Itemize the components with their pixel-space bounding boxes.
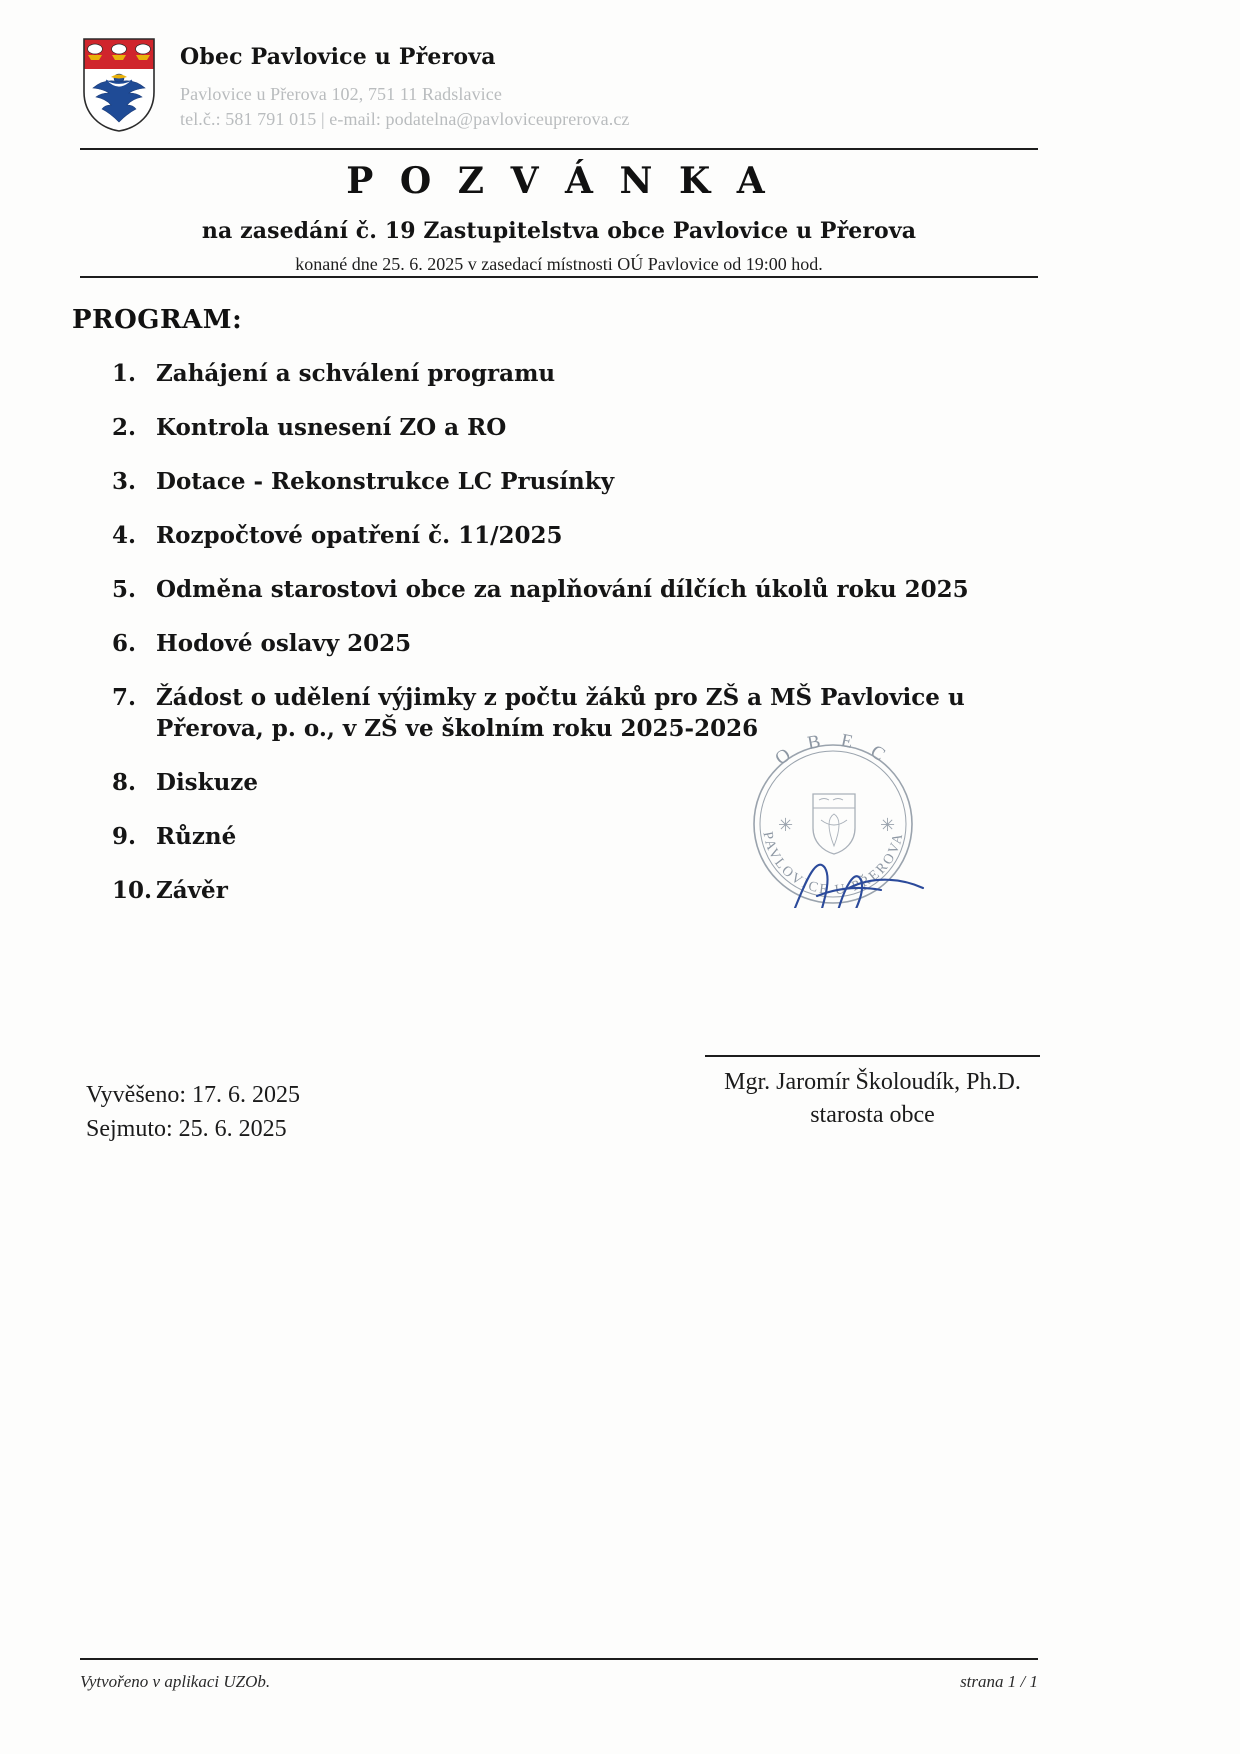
program-item-number: 10. [112, 877, 153, 904]
svg-text:PAVLOVICE U PŘEROVA: PAVLOVICE U PŘEROVA [759, 830, 907, 899]
posted-date: 17. 6. 2025 [191, 1082, 300, 1108]
program-item [112, 358, 972, 389]
program-item [112, 412, 972, 443]
signature-line [705, 1055, 1040, 1057]
header-divider-bottom [80, 276, 1038, 278]
signatory-role: starosta obce [810, 1102, 935, 1128]
program-item-text: Zahájení a schválení programu [156, 360, 556, 387]
program-item [112, 466, 972, 497]
meeting-subtitle: na zasedání č. 19 Zastupitelstva obce Pavlovice u Přerova [201, 218, 917, 244]
program-item [112, 520, 972, 551]
program-item-number: 6. [112, 630, 137, 657]
program-item-number: 7. [112, 684, 137, 711]
official-round-seal-icon [733, 728, 933, 908]
svg-text:✳: ✳ [880, 815, 896, 835]
posted-label: Vyvěšeno: [86, 1082, 186, 1108]
meeting-datetime: konané dne 25. 6. 2025 v zasedací místnosti OÚ Pavlovice od 19:00 hod. [295, 254, 823, 274]
program-item-text: Kontrola usnesení ZO a RO [156, 414, 507, 441]
removed-date: 25. 6. 2025 [178, 1116, 287, 1142]
header-divider-top [80, 148, 1038, 150]
removed-label: Sejmuto: [86, 1116, 173, 1142]
footer-divider [80, 1658, 1038, 1660]
organization-name: Obec Pavlovice u Přerova [180, 44, 496, 70]
program-item [112, 574, 972, 605]
municipal-coat-of-arms-icon [80, 36, 158, 134]
organization-contact: tel.č.: 581 791 015 | e-mail: podatelna@pavloviceuprerova.cz [180, 109, 630, 129]
program-item-text: Závěr [156, 877, 228, 904]
program-item-text: Žádost o udělení výjimky z počtu žáků pro ZŠ a MŠ Pavlovice u Přerova, p. o., v ZŠ ve školním roku 2025-2026 [156, 684, 965, 742]
page-title: P O Z V Á N K A [346, 160, 772, 202]
program-item-number: 2. [112, 414, 137, 441]
program-item-text: Dotace - Rekonstrukce LC Prusínky [156, 468, 615, 495]
organization-block [180, 34, 630, 132]
program-item-number: 4. [112, 522, 137, 549]
program-item-text: Hodové oslavy 2025 [156, 630, 412, 657]
program-item-number: 3. [112, 468, 137, 495]
program-item [112, 628, 972, 659]
signatory-name: Mgr. Jaromír Školoudík, Ph.D. [724, 1069, 1021, 1095]
program-item-text: Odměna starostovi obce za naplňování dílčích úkolů roku 2025 [156, 576, 969, 603]
posted-line [86, 1078, 300, 1112]
footer-app-note: Vytvořeno v aplikaci UZOb. [80, 1672, 271, 1691]
organization-address: Pavlovice u Přerova 102, 751 11 Radslavice [180, 84, 502, 104]
posting-dates [86, 1078, 300, 1146]
removed-line [86, 1112, 300, 1146]
program-heading: PROGRAM: [72, 305, 243, 335]
svg-text:✳: ✳ [778, 815, 794, 835]
program-item-number: 8. [112, 769, 137, 796]
footer-page-number: strana 1 / 1 [960, 1672, 1038, 1691]
program-item-number: 5. [112, 576, 137, 603]
program-item-text: Různé [156, 823, 237, 850]
program-item-text: Diskuze [156, 769, 258, 796]
program-item-number: 9. [112, 823, 137, 850]
title-block [80, 160, 1038, 275]
page-footer [80, 1672, 1038, 1692]
letterhead [80, 34, 1040, 134]
program-item-text: Rozpočtové opatření č. 11/2025 [156, 522, 563, 549]
signature-block [705, 1055, 1040, 1132]
svg-text:O B E C: O B E C [771, 729, 895, 770]
program-item-number: 1. [112, 360, 137, 387]
